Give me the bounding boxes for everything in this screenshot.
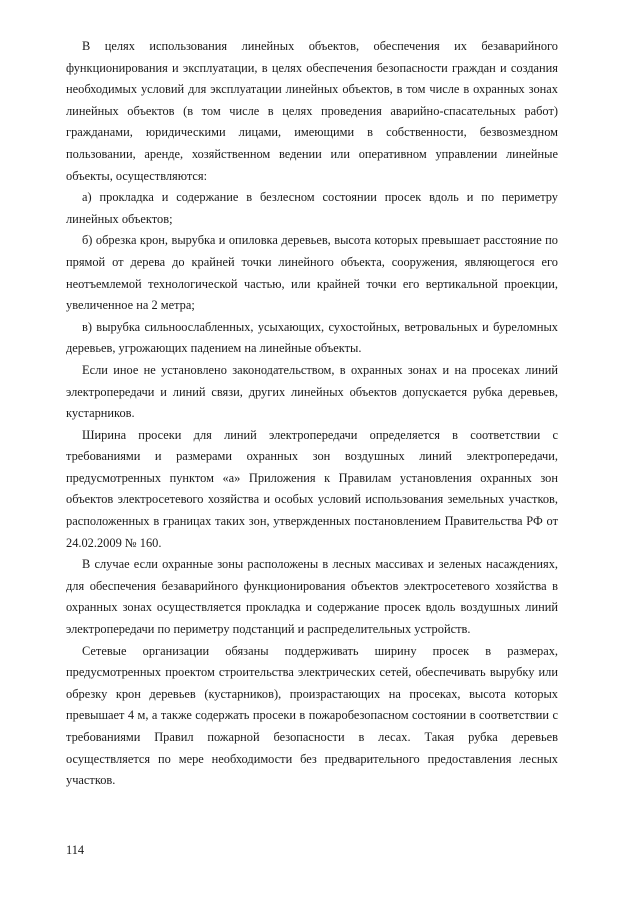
paragraph-cutting-permitted: Если иное не установлено законодательством, в охранных зонах и на просеках линий электропередачи и линий связи, других линейных объектов допускается рубка деревьев, кустарников.	[66, 362, 558, 421]
paragraph-intro: В целях использования линейных объектов, обеспечения их безаварийного функционирования и эксплуатации, в целях обеспечения безопасности граждан и создания необходимых условий для эксплуатации линейных объектов, в том числе в охранных зонах линейных объектов (в том числе в целях проведения аварийно-спасательных работ) гражданами, юридическими лицами, имеющими в собственности, безвозмездном пользовании, аренде, хозяйственном ведении или оперативном управлении линейные объекты, осуществляются:	[66, 39, 558, 183]
paragraph-item-a: а) прокладка и содержание в безлесном состоянии просек вдоль и по периметру линейных объектов;	[66, 190, 558, 226]
paragraph-forest-zones: В случае если охранные зоны расположены в лесных массивах и зеленых насаждениях, для обеспечения безаварийного функционирования объектов электросетевого хозяйства в охранных зонах осуществляется прокладка и содержание просек вдоль воздушных линий электропередачи по периметру подстанций и распределительных устройств.	[66, 557, 558, 637]
paragraph-network-obligations: Сетевые организации обязаны поддерживать ширину просек в размерах, предусмотренных проектом строительства электрических сетей, обеспечивать вырубку или обрезку крон деревьев (кустарников), произрастающих на просеках, высота которых превышает 4 м, а также содержать просеки в пожаробезопасном состоянии в соответствии с требованиями Правил пожарной безопасности в лесах. Такая рубка деревьев осуществляется по мере необходимости без предварительного предоставления лесных участков.	[66, 643, 558, 788]
paragraph-item-v: в) вырубка сильноослабленных, усыхающих, сухостойных, ветровальных и буреломных деревьев, угрожающих падением на линейные объекты.	[66, 319, 558, 356]
document-body	[66, 36, 558, 792]
paragraph-clearing-width: Ширина просеки для линий электропередачи определяется в соответствии с требованиями и размерами охранных зон воздушных линий электропередачи, предусмотренных пунктом «а» Приложения к Правилам установления охранных зон объектов электросетевого хозяйства и особых условий использования земельных участков, расположенных в границах таких зон, утвержденных постановлением Правительства РФ от 24.02.2009 № 160.	[66, 427, 558, 550]
paragraph-item-b: б) обрезка крон, вырубка и опиловка деревьев, высота которых превышает расстояние по прямой от дерева до крайней точки линейного объекта, сооружения, являющегося его неотъемлемой технологической частью, или крайней точки его вертикальной проекции, увеличенное на 2 метра;	[66, 233, 558, 313]
page-number: 114	[66, 843, 85, 857]
